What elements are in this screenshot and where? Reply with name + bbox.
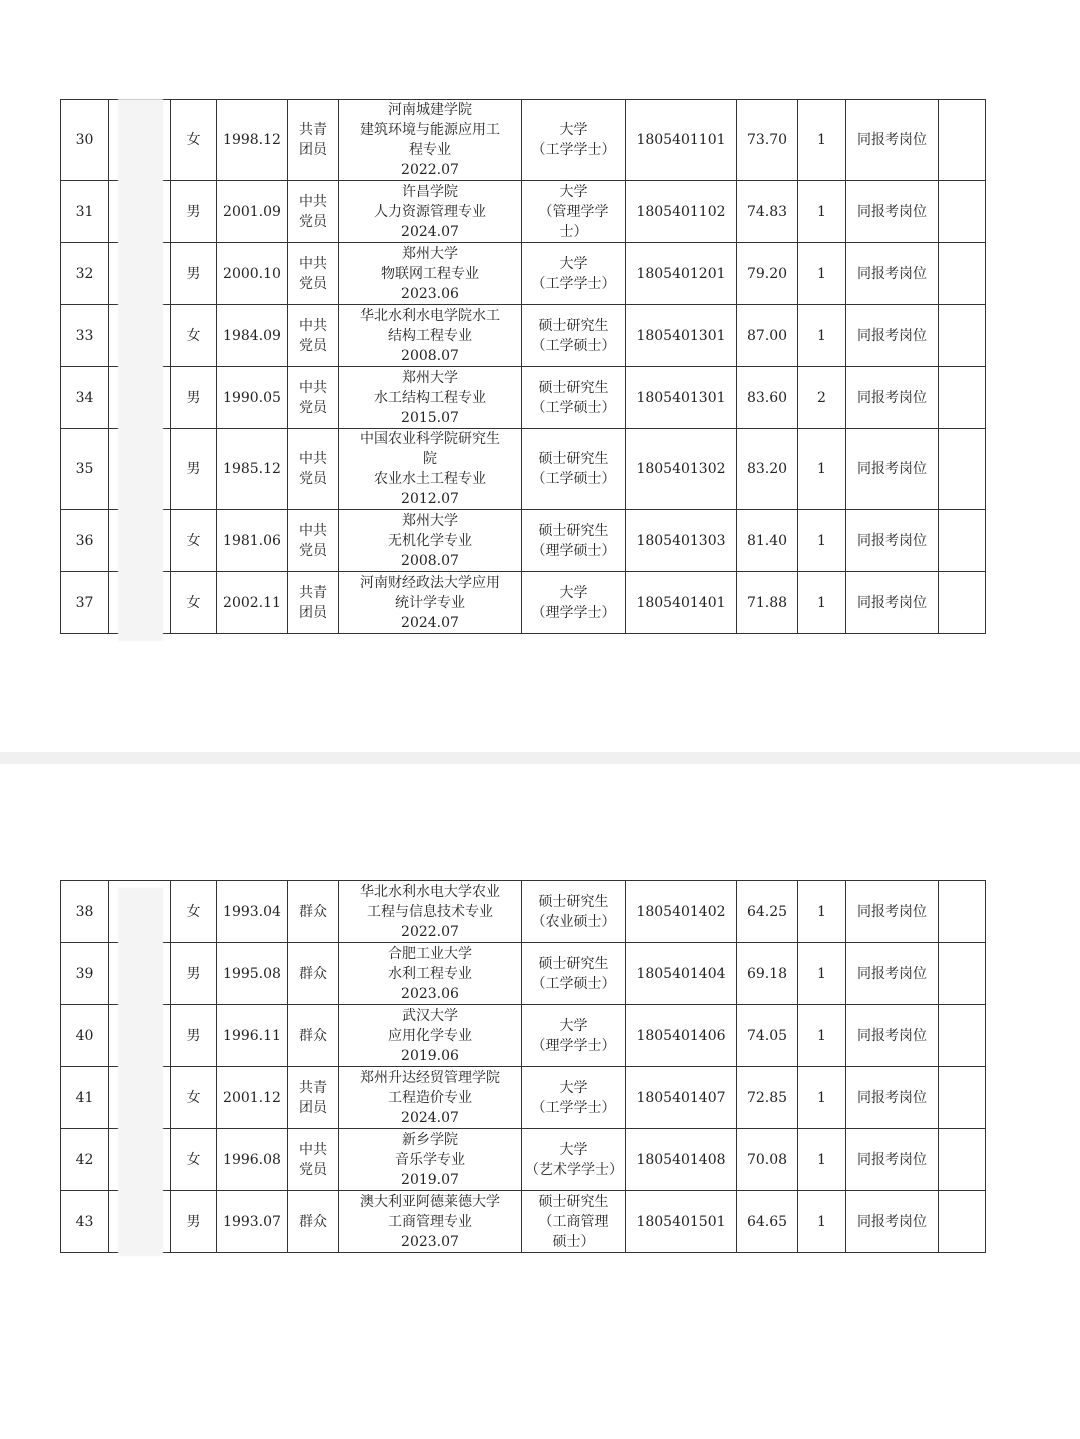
gender-cell: 女 xyxy=(171,572,217,634)
degree-line: （工学硕士） xyxy=(531,399,616,416)
education-cell xyxy=(339,881,522,943)
gender-cell: 女 xyxy=(171,1067,217,1129)
political-status-line: 党员 xyxy=(299,471,327,487)
remark-cell xyxy=(939,1005,986,1067)
row-number-cell: 38 xyxy=(61,881,109,943)
education-line: 2024.07 xyxy=(401,614,459,631)
gender-cell: 男 xyxy=(171,429,217,510)
degree-cell xyxy=(522,510,626,572)
degree-line: （理学学士） xyxy=(531,1037,616,1054)
note-cell: 同报考岗位 xyxy=(846,572,939,634)
row-number-cell: 36 xyxy=(61,510,109,572)
birth-date-cell: 2001.09 xyxy=(217,181,288,243)
gender-cell: 男 xyxy=(171,1005,217,1067)
education-line: 工商管理专业 xyxy=(388,1213,472,1230)
gender-cell: 女 xyxy=(171,1129,217,1191)
remark-cell xyxy=(939,881,986,943)
score-cell: 71.88 xyxy=(737,572,798,634)
gender-cell: 男 xyxy=(171,243,217,305)
political-status-cell xyxy=(288,1005,339,1067)
post-code-cell: 1805401406 xyxy=(626,1005,737,1067)
political-status-line: 中共 xyxy=(299,255,327,272)
education-line: 2008.07 xyxy=(401,552,459,569)
degree-line: （工学学士） xyxy=(531,1099,616,1116)
degree-line: （管理学学 xyxy=(538,203,609,220)
rank-cell: 1 xyxy=(798,881,846,943)
education-line: 物联网工程专业 xyxy=(381,265,479,282)
post-code-cell: 1805401407 xyxy=(626,1067,737,1129)
birth-date-cell: 1984.09 xyxy=(217,305,288,367)
remark-cell xyxy=(939,100,986,181)
degree-line: 大学 xyxy=(559,584,588,601)
education-line: 水利工程专业 xyxy=(388,965,472,982)
education-line: 许昌学院 xyxy=(402,183,458,200)
birth-date-cell: 2002.11 xyxy=(217,572,288,634)
score-cell: 83.60 xyxy=(737,367,798,429)
education-line: 郑州升达经贸管理学院 xyxy=(360,1069,500,1086)
degree-cell xyxy=(522,1005,626,1067)
degree-line: 硕士研究生 xyxy=(538,1193,609,1210)
education-line: 2022.07 xyxy=(401,923,459,940)
note-cell: 同报考岗位 xyxy=(846,1129,939,1191)
redaction-blur xyxy=(118,99,163,641)
degree-line: （工学硕士） xyxy=(531,337,616,354)
degree-cell xyxy=(522,305,626,367)
education-line: 2012.07 xyxy=(401,491,459,507)
row-number-cell: 33 xyxy=(61,305,109,367)
political-status-line: 中共 xyxy=(299,522,327,539)
row-number-cell: 39 xyxy=(61,943,109,1005)
degree-line: 硕士研究生 xyxy=(538,451,609,467)
score-cell: 74.83 xyxy=(737,181,798,243)
education-cell xyxy=(339,1191,522,1253)
row-number-cell: 31 xyxy=(61,181,109,243)
degree-line: 大学 xyxy=(559,255,588,272)
political-status-line: 群众 xyxy=(299,1027,327,1044)
political-status-cell xyxy=(288,1129,339,1191)
table-row xyxy=(61,1067,986,1129)
education-line: 音乐学专业 xyxy=(395,1151,465,1168)
degree-line: 大学 xyxy=(559,1017,588,1034)
rank-cell: 1 xyxy=(798,1191,846,1253)
political-status-line: 群众 xyxy=(299,965,327,982)
table-row xyxy=(61,1005,986,1067)
education-cell xyxy=(339,100,522,181)
rank-cell: 2 xyxy=(798,367,846,429)
political-status-cell xyxy=(288,943,339,1005)
degree-line: （工学硕士） xyxy=(531,975,616,992)
education-cell xyxy=(339,367,522,429)
birth-date-cell: 1996.08 xyxy=(217,1129,288,1191)
degree-line: （理学硕士） xyxy=(531,542,616,559)
education-line: 河南城建学院 xyxy=(388,102,472,118)
note-cell: 同报考岗位 xyxy=(846,1191,939,1253)
birth-date-cell: 1998.12 xyxy=(217,100,288,181)
rank-cell: 1 xyxy=(798,1005,846,1067)
degree-line: 硕士） xyxy=(552,1233,595,1250)
political-status-cell xyxy=(288,367,339,429)
degree-line: （理学学士） xyxy=(531,604,616,621)
birth-date-cell: 2000.10 xyxy=(217,243,288,305)
education-line: 2023.07 xyxy=(401,1233,459,1250)
gender-cell: 男 xyxy=(171,181,217,243)
degree-line: 大学 xyxy=(559,1141,588,1158)
remark-cell xyxy=(939,943,986,1005)
score-cell: 72.85 xyxy=(737,1067,798,1129)
remark-cell xyxy=(939,305,986,367)
education-line: 河南财经政法大学应用 xyxy=(360,574,500,591)
degree-cell xyxy=(522,100,626,181)
rank-cell: 1 xyxy=(798,243,846,305)
gender-cell: 女 xyxy=(171,881,217,943)
education-line: 应用化学专业 xyxy=(388,1027,472,1044)
gender-cell: 女 xyxy=(171,100,217,181)
page-separator xyxy=(0,752,1080,764)
remark-cell xyxy=(939,510,986,572)
degree-line: 硕士研究生 xyxy=(538,955,609,972)
education-line: 2008.07 xyxy=(401,347,459,364)
degree-cell xyxy=(522,243,626,305)
remark-cell xyxy=(939,1129,986,1191)
education-line: 人力资源管理专业 xyxy=(374,203,486,220)
remark-cell xyxy=(939,367,986,429)
post-code-cell: 1805401401 xyxy=(626,572,737,634)
education-line: 2024.07 xyxy=(401,1109,459,1126)
birth-date-cell: 1993.07 xyxy=(217,1191,288,1253)
degree-cell xyxy=(522,943,626,1005)
degree-line: 大学 xyxy=(559,122,588,138)
education-line: 农业水土工程专业 xyxy=(374,471,486,487)
education-line: 澳大利亚阿德莱德大学 xyxy=(360,1193,500,1210)
candidate-table xyxy=(60,880,986,1253)
education-cell xyxy=(339,510,522,572)
education-line: 合肥工业大学 xyxy=(388,945,472,962)
education-line: 程专业 xyxy=(409,142,451,158)
political-status-line: 团员 xyxy=(299,1099,327,1116)
political-status-line: 中共 xyxy=(299,317,327,334)
rank-cell: 1 xyxy=(798,100,846,181)
education-line: 水工结构工程专业 xyxy=(374,389,486,406)
education-line: 2022.07 xyxy=(401,162,459,178)
score-cell: 81.40 xyxy=(737,510,798,572)
score-cell: 64.25 xyxy=(737,881,798,943)
rank-cell: 1 xyxy=(798,510,846,572)
table-row xyxy=(61,572,986,634)
score-cell: 69.18 xyxy=(737,943,798,1005)
row-number-cell: 34 xyxy=(61,367,109,429)
rank-cell: 1 xyxy=(798,572,846,634)
political-status-cell xyxy=(288,181,339,243)
birth-date-cell: 1993.04 xyxy=(217,881,288,943)
note-cell: 同报考岗位 xyxy=(846,1067,939,1129)
remark-cell xyxy=(939,1191,986,1253)
gender-cell: 男 xyxy=(171,943,217,1005)
education-cell xyxy=(339,943,522,1005)
education-cell xyxy=(339,243,522,305)
row-number-cell: 40 xyxy=(61,1005,109,1067)
table-body xyxy=(61,881,986,1253)
note-cell: 同报考岗位 xyxy=(846,1005,939,1067)
education-line: 郑州大学 xyxy=(402,369,458,386)
remark-cell xyxy=(939,243,986,305)
degree-cell xyxy=(522,181,626,243)
political-status-cell xyxy=(288,1191,339,1253)
birth-date-cell: 2001.12 xyxy=(217,1067,288,1129)
post-code-cell: 1805401201 xyxy=(626,243,737,305)
degree-cell xyxy=(522,1067,626,1129)
row-number-cell: 32 xyxy=(61,243,109,305)
education-cell xyxy=(339,572,522,634)
education-line: 中国农业科学院研究生 xyxy=(360,431,500,447)
rank-cell: 1 xyxy=(798,1067,846,1129)
education-line: 工程与信息技术专业 xyxy=(367,903,493,920)
political-status-cell xyxy=(288,510,339,572)
political-status-line: 团员 xyxy=(299,142,327,158)
post-code-cell: 1805401101 xyxy=(626,100,737,181)
education-line: 2015.07 xyxy=(401,409,459,426)
table-row xyxy=(61,943,986,1005)
gender-cell: 女 xyxy=(171,510,217,572)
degree-cell xyxy=(522,429,626,510)
political-status-cell xyxy=(288,1067,339,1129)
table-row xyxy=(61,181,986,243)
degree-cell xyxy=(522,1129,626,1191)
education-cell xyxy=(339,1005,522,1067)
score-cell: 73.70 xyxy=(737,100,798,181)
education-line: 新乡学院 xyxy=(402,1131,458,1148)
table-row xyxy=(61,881,986,943)
birth-date-cell: 1995.08 xyxy=(217,943,288,1005)
note-cell: 同报考岗位 xyxy=(846,943,939,1005)
note-cell: 同报考岗位 xyxy=(846,181,939,243)
birth-date-cell: 1996.11 xyxy=(217,1005,288,1067)
note-cell: 同报考岗位 xyxy=(846,100,939,181)
political-status-line: 党员 xyxy=(299,275,327,292)
table-row xyxy=(61,510,986,572)
post-code-cell: 1805401302 xyxy=(626,429,737,510)
remark-cell xyxy=(939,429,986,510)
political-status-line: 共青 xyxy=(299,122,327,138)
birth-date-cell: 1990.05 xyxy=(217,367,288,429)
political-status-line: 群众 xyxy=(299,1213,327,1230)
post-code-cell: 1805401404 xyxy=(626,943,737,1005)
education-cell xyxy=(339,429,522,510)
table-row xyxy=(61,429,986,510)
row-number-cell: 42 xyxy=(61,1129,109,1191)
political-status-cell xyxy=(288,572,339,634)
education-line: 统计学专业 xyxy=(395,594,465,611)
degree-cell xyxy=(522,1191,626,1253)
education-line: 郑州大学 xyxy=(402,245,458,262)
education-line: 华北水利水电大学农业 xyxy=(360,883,500,900)
note-cell: 同报考岗位 xyxy=(846,367,939,429)
political-status-cell xyxy=(288,100,339,181)
political-status-line: 党员 xyxy=(299,337,327,354)
note-cell: 同报考岗位 xyxy=(846,510,939,572)
education-line: 院 xyxy=(423,451,437,467)
degree-line: （工学硕士） xyxy=(531,471,616,487)
post-code-cell: 1805401303 xyxy=(626,510,737,572)
education-line: 2019.06 xyxy=(401,1047,459,1064)
score-cell: 87.00 xyxy=(737,305,798,367)
post-code-cell: 1805401501 xyxy=(626,1191,737,1253)
political-status-cell xyxy=(288,429,339,510)
degree-line: 硕士研究生 xyxy=(538,317,609,334)
political-status-cell xyxy=(288,881,339,943)
education-line: 无机化学专业 xyxy=(388,532,472,549)
table-row xyxy=(61,1129,986,1191)
row-number-cell: 41 xyxy=(61,1067,109,1129)
degree-line: （艺术学学士） xyxy=(525,1161,623,1178)
table-row xyxy=(61,100,986,181)
score-cell: 83.20 xyxy=(737,429,798,510)
table-row xyxy=(61,1191,986,1253)
rank-cell: 1 xyxy=(798,181,846,243)
note-cell: 同报考岗位 xyxy=(846,429,939,510)
rank-cell: 1 xyxy=(798,305,846,367)
table-row xyxy=(61,305,986,367)
table-row xyxy=(61,243,986,305)
political-status-line: 党员 xyxy=(299,542,327,559)
education-line: 2019.07 xyxy=(401,1171,459,1188)
rank-cell: 1 xyxy=(798,943,846,1005)
redaction-blur xyxy=(118,888,163,1256)
row-number-cell: 35 xyxy=(61,429,109,510)
document-page-2 xyxy=(0,764,1080,1439)
degree-cell xyxy=(522,367,626,429)
row-number-cell: 37 xyxy=(61,572,109,634)
degree-line: （工学学士） xyxy=(531,275,616,292)
score-cell: 70.08 xyxy=(737,1129,798,1191)
score-cell: 74.05 xyxy=(737,1005,798,1067)
birth-date-cell: 1985.12 xyxy=(217,429,288,510)
score-cell: 64.65 xyxy=(737,1191,798,1253)
education-line: 武汉大学 xyxy=(402,1007,458,1024)
education-cell xyxy=(339,181,522,243)
gender-cell: 男 xyxy=(171,1191,217,1253)
education-line: 建筑环境与能源应用工 xyxy=(360,122,500,138)
degree-line: 大学 xyxy=(559,1079,588,1096)
candidate-table xyxy=(60,99,986,634)
political-status-line: 党员 xyxy=(299,399,327,416)
row-number-cell: 43 xyxy=(61,1191,109,1253)
political-status-line: 中共 xyxy=(299,1141,327,1158)
table-row xyxy=(61,367,986,429)
political-status-line: 共青 xyxy=(299,584,327,601)
post-code-cell: 1805401102 xyxy=(626,181,737,243)
birth-date-cell: 1981.06 xyxy=(217,510,288,572)
note-cell: 同报考岗位 xyxy=(846,243,939,305)
education-cell xyxy=(339,1067,522,1129)
note-cell: 同报考岗位 xyxy=(846,881,939,943)
degree-line: 硕士研究生 xyxy=(538,893,609,910)
political-status-line: 团员 xyxy=(299,604,327,621)
rank-cell: 1 xyxy=(798,429,846,510)
rank-cell: 1 xyxy=(798,1129,846,1191)
row-number-cell: 30 xyxy=(61,100,109,181)
political-status-line: 党员 xyxy=(299,213,327,230)
education-line: 工程造价专业 xyxy=(388,1089,472,1106)
post-code-cell: 1805401402 xyxy=(626,881,737,943)
education-cell xyxy=(339,1129,522,1191)
political-status-line: 群众 xyxy=(299,903,327,920)
post-code-cell: 1805401301 xyxy=(626,305,737,367)
education-line: 华北水利水电学院水工 xyxy=(360,307,500,324)
gender-cell: 男 xyxy=(171,367,217,429)
political-status-line: 共青 xyxy=(299,1079,327,1096)
education-line: 2024.07 xyxy=(401,223,459,240)
education-line: 郑州大学 xyxy=(402,512,458,529)
score-cell: 79.20 xyxy=(737,243,798,305)
degree-cell xyxy=(522,881,626,943)
political-status-line: 中共 xyxy=(299,451,327,467)
degree-line: （农业硕士） xyxy=(531,913,616,930)
remark-cell xyxy=(939,181,986,243)
degree-line: 硕士研究生 xyxy=(538,522,609,539)
education-line: 结构工程专业 xyxy=(388,327,472,344)
education-line: 2023.06 xyxy=(401,985,459,1002)
degree-line: 大学 xyxy=(559,183,588,200)
political-status-line: 中共 xyxy=(299,379,327,396)
post-code-cell: 1805401301 xyxy=(626,367,737,429)
education-cell xyxy=(339,305,522,367)
political-status-cell xyxy=(288,243,339,305)
degree-line: 硕士研究生 xyxy=(538,379,609,396)
degree-cell xyxy=(522,572,626,634)
degree-line: 士） xyxy=(559,223,588,240)
remark-cell xyxy=(939,572,986,634)
table-body xyxy=(61,100,986,634)
degree-line: （工商管理 xyxy=(538,1213,609,1230)
political-status-line: 党员 xyxy=(299,1161,327,1178)
political-status-line: 中共 xyxy=(299,193,327,210)
degree-line: （工学学士） xyxy=(531,142,616,158)
gender-cell: 女 xyxy=(171,305,217,367)
remark-cell xyxy=(939,1067,986,1129)
post-code-cell: 1805401408 xyxy=(626,1129,737,1191)
education-line: 2023.06 xyxy=(401,285,459,302)
political-status-cell xyxy=(288,305,339,367)
note-cell: 同报考岗位 xyxy=(846,305,939,367)
